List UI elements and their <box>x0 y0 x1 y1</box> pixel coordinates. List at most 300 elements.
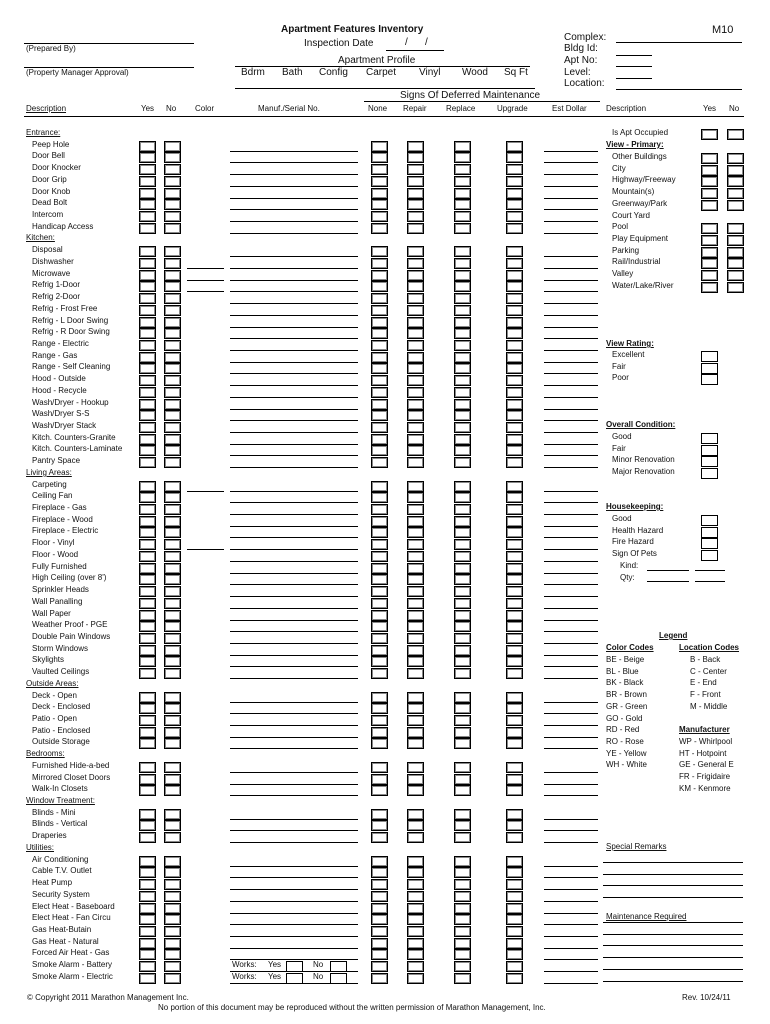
est-dollar-field[interactable] <box>544 327 598 328</box>
est-dollar-field[interactable] <box>544 467 598 468</box>
none-checkbox[interactable] <box>371 879 388 890</box>
none-checkbox[interactable] <box>371 621 388 632</box>
manuf-serial-field[interactable] <box>230 631 358 632</box>
none-checkbox[interactable] <box>371 774 388 785</box>
repair-checkbox[interactable] <box>407 481 424 492</box>
upgrade-checkbox[interactable] <box>506 504 523 515</box>
housekeeping-checkbox[interactable] <box>701 538 718 549</box>
replace-checkbox[interactable] <box>454 176 471 187</box>
upgrade-checkbox[interactable] <box>506 856 523 867</box>
manuf-serial-field[interactable] <box>230 233 358 234</box>
repair-checkbox[interactable] <box>407 903 424 914</box>
color-field[interactable] <box>187 280 224 281</box>
est-dollar-field[interactable] <box>544 338 598 339</box>
yes-checkbox[interactable] <box>139 727 156 738</box>
yes-checkbox[interactable] <box>139 516 156 527</box>
upgrade-checkbox[interactable] <box>506 621 523 632</box>
color-field[interactable] <box>187 291 224 292</box>
none-checkbox[interactable] <box>371 293 388 304</box>
est-dollar-field[interactable] <box>544 842 598 843</box>
repair-checkbox[interactable] <box>407 281 424 292</box>
est-dollar-field[interactable] <box>544 420 598 421</box>
manuf-serial-field[interactable] <box>230 362 358 363</box>
repair-checkbox[interactable] <box>407 668 424 679</box>
no-checkbox[interactable] <box>164 504 181 515</box>
view-yes-checkbox[interactable] <box>701 200 718 211</box>
color-field[interactable] <box>187 491 224 492</box>
replace-checkbox[interactable] <box>454 914 471 925</box>
remarks-line[interactable] <box>603 945 743 946</box>
repair-checkbox[interactable] <box>407 938 424 949</box>
upgrade-checkbox[interactable] <box>506 410 523 421</box>
upgrade-checkbox[interactable] <box>506 305 523 316</box>
none-checkbox[interactable] <box>371 457 388 468</box>
replace-checkbox[interactable] <box>454 832 471 843</box>
upgrade-checkbox[interactable] <box>506 223 523 234</box>
upgrade-checkbox[interactable] <box>506 891 523 902</box>
yes-checkbox[interactable] <box>139 832 156 843</box>
none-checkbox[interactable] <box>371 574 388 585</box>
qty-field[interactable] <box>647 581 689 582</box>
est-dollar-field[interactable] <box>544 913 598 914</box>
none-checkbox[interactable] <box>371 961 388 972</box>
no-checkbox[interactable] <box>164 281 181 292</box>
remarks-line[interactable] <box>603 897 743 898</box>
repair-checkbox[interactable] <box>407 352 424 363</box>
none-checkbox[interactable] <box>371 551 388 562</box>
manuf-serial-field[interactable] <box>230 784 358 785</box>
upgrade-checkbox[interactable] <box>506 762 523 773</box>
none-checkbox[interactable] <box>371 891 388 902</box>
upgrade-checkbox[interactable] <box>506 574 523 585</box>
est-dollar-field[interactable] <box>544 491 598 492</box>
no-checkbox[interactable] <box>164 352 181 363</box>
manuf-serial-field[interactable] <box>230 620 358 621</box>
manuf-serial-field[interactable] <box>230 432 358 433</box>
repair-checkbox[interactable] <box>407 246 424 257</box>
upgrade-checkbox[interactable] <box>506 211 523 222</box>
est-dollar-field[interactable] <box>544 584 598 585</box>
view-no-checkbox[interactable] <box>727 282 744 293</box>
repair-checkbox[interactable] <box>407 176 424 187</box>
repair-checkbox[interactable] <box>407 434 424 445</box>
replace-checkbox[interactable] <box>454 586 471 597</box>
est-dollar-field[interactable] <box>544 268 598 269</box>
est-dollar-field[interactable] <box>544 385 598 386</box>
replace-checkbox[interactable] <box>454 188 471 199</box>
est-dollar-field[interactable] <box>544 455 598 456</box>
no-checkbox[interactable] <box>164 199 181 210</box>
yes-checkbox[interactable] <box>139 375 156 386</box>
upgrade-checkbox[interactable] <box>506 141 523 152</box>
replace-checkbox[interactable] <box>454 820 471 831</box>
yes-checkbox[interactable] <box>139 610 156 621</box>
no-checkbox[interactable] <box>164 961 181 972</box>
works-no-checkbox[interactable] <box>330 973 347 984</box>
upgrade-checkbox[interactable] <box>506 317 523 328</box>
replace-checkbox[interactable] <box>454 434 471 445</box>
yes-checkbox[interactable] <box>139 809 156 820</box>
no-checkbox[interactable] <box>164 879 181 890</box>
manuf-serial-field[interactable] <box>230 830 358 831</box>
repair-checkbox[interactable] <box>407 574 424 585</box>
overall-condition-checkbox[interactable] <box>701 433 718 444</box>
no-checkbox[interactable] <box>164 481 181 492</box>
yes-checkbox[interactable] <box>139 867 156 878</box>
none-checkbox[interactable] <box>371 328 388 339</box>
est-dollar-field[interactable] <box>544 561 598 562</box>
upgrade-checkbox[interactable] <box>506 703 523 714</box>
yes-checkbox[interactable] <box>139 762 156 773</box>
no-checkbox[interactable] <box>164 516 181 527</box>
replace-checkbox[interactable] <box>454 211 471 222</box>
replace-checkbox[interactable] <box>454 621 471 632</box>
repair-checkbox[interactable] <box>407 774 424 785</box>
est-dollar-field[interactable] <box>544 901 598 902</box>
no-checkbox[interactable] <box>164 867 181 878</box>
overall-condition-checkbox[interactable] <box>701 456 718 467</box>
no-checkbox[interactable] <box>164 399 181 410</box>
yes-checkbox[interactable] <box>139 621 156 632</box>
view-yes-checkbox[interactable] <box>701 223 718 234</box>
upgrade-checkbox[interactable] <box>506 434 523 445</box>
none-checkbox[interactable] <box>371 867 388 878</box>
no-checkbox[interactable] <box>164 903 181 914</box>
yes-checkbox[interactable] <box>139 715 156 726</box>
no-checkbox[interactable] <box>164 738 181 749</box>
repair-checkbox[interactable] <box>407 610 424 621</box>
yes-checkbox[interactable] <box>139 246 156 257</box>
replace-checkbox[interactable] <box>454 352 471 363</box>
level-field[interactable] <box>616 78 652 79</box>
view-yes-checkbox[interactable] <box>701 153 718 164</box>
replace-checkbox[interactable] <box>454 539 471 550</box>
view-rating-checkbox[interactable] <box>701 363 718 374</box>
manuf-serial-field[interactable] <box>230 209 358 210</box>
upgrade-checkbox[interactable] <box>506 281 523 292</box>
repair-checkbox[interactable] <box>407 445 424 456</box>
repair-checkbox[interactable] <box>407 692 424 703</box>
repair-checkbox[interactable] <box>407 926 424 937</box>
none-checkbox[interactable] <box>371 258 388 269</box>
yes-checkbox[interactable] <box>139 973 156 984</box>
repair-checkbox[interactable] <box>407 891 424 902</box>
no-checkbox[interactable] <box>164 774 181 785</box>
est-dollar-field[interactable] <box>544 772 598 773</box>
view-yes-checkbox[interactable] <box>701 247 718 258</box>
no-checkbox[interactable] <box>164 692 181 703</box>
est-dollar-field[interactable] <box>544 303 598 304</box>
replace-checkbox[interactable] <box>454 856 471 867</box>
none-checkbox[interactable] <box>371 363 388 374</box>
manuf-serial-field[interactable] <box>230 315 358 316</box>
no-checkbox[interactable] <box>164 223 181 234</box>
yes-checkbox[interactable] <box>139 656 156 667</box>
none-checkbox[interactable] <box>371 270 388 281</box>
no-checkbox[interactable] <box>164 340 181 351</box>
upgrade-checkbox[interactable] <box>506 973 523 984</box>
manuf-serial-field[interactable] <box>230 936 358 937</box>
no-checkbox[interactable] <box>164 422 181 433</box>
no-checkbox[interactable] <box>164 551 181 562</box>
replace-checkbox[interactable] <box>454 551 471 562</box>
manuf-serial-field[interactable] <box>230 186 358 187</box>
no-checkbox[interactable] <box>164 258 181 269</box>
est-dollar-field[interactable] <box>544 948 598 949</box>
replace-checkbox[interactable] <box>454 223 471 234</box>
replace-checkbox[interactable] <box>454 715 471 726</box>
complex-field[interactable] <box>616 42 742 43</box>
replace-checkbox[interactable] <box>454 762 471 773</box>
upgrade-checkbox[interactable] <box>506 809 523 820</box>
yes-checkbox[interactable] <box>139 903 156 914</box>
upgrade-checkbox[interactable] <box>506 293 523 304</box>
replace-checkbox[interactable] <box>454 246 471 257</box>
view-no-checkbox[interactable] <box>727 258 744 269</box>
upgrade-checkbox[interactable] <box>506 961 523 972</box>
replace-checkbox[interactable] <box>454 938 471 949</box>
yes-checkbox[interactable] <box>139 141 156 152</box>
yes-checkbox[interactable] <box>139 633 156 644</box>
none-checkbox[interactable] <box>371 785 388 796</box>
est-dollar-field[interactable] <box>544 702 598 703</box>
replace-checkbox[interactable] <box>454 656 471 667</box>
works-no-checkbox[interactable] <box>330 961 347 972</box>
yes-checkbox[interactable] <box>139 645 156 656</box>
upgrade-checkbox[interactable] <box>506 645 523 656</box>
manuf-serial-field[interactable] <box>230 795 358 796</box>
none-checkbox[interactable] <box>371 399 388 410</box>
qty-field-2[interactable] <box>695 581 725 582</box>
upgrade-checkbox[interactable] <box>506 633 523 644</box>
no-checkbox[interactable] <box>164 270 181 281</box>
replace-checkbox[interactable] <box>454 328 471 339</box>
manuf-serial-field[interactable] <box>230 596 358 597</box>
replace-checkbox[interactable] <box>454 973 471 984</box>
replace-checkbox[interactable] <box>454 879 471 890</box>
est-dollar-field[interactable] <box>544 971 598 972</box>
manuf-serial-field[interactable] <box>230 772 358 773</box>
no-checkbox[interactable] <box>164 832 181 843</box>
manuf-serial-field[interactable] <box>230 573 358 574</box>
repair-checkbox[interactable] <box>407 363 424 374</box>
view-no-checkbox[interactable] <box>727 188 744 199</box>
yes-checkbox[interactable] <box>139 598 156 609</box>
replace-checkbox[interactable] <box>454 492 471 503</box>
none-checkbox[interactable] <box>371 176 388 187</box>
manuf-serial-field[interactable] <box>230 666 358 667</box>
manuf-serial-field[interactable] <box>230 514 358 515</box>
yes-checkbox[interactable] <box>139 961 156 972</box>
no-checkbox[interactable] <box>164 715 181 726</box>
yes-checkbox[interactable] <box>139 176 156 187</box>
est-dollar-field[interactable] <box>544 186 598 187</box>
no-checkbox[interactable] <box>164 762 181 773</box>
replace-checkbox[interactable] <box>454 258 471 269</box>
est-dollar-field[interactable] <box>544 983 598 984</box>
no-checkbox[interactable] <box>164 938 181 949</box>
manuf-serial-field[interactable] <box>230 737 358 738</box>
none-checkbox[interactable] <box>371 703 388 714</box>
est-dollar-field[interactable] <box>544 866 598 867</box>
replace-checkbox[interactable] <box>454 668 471 679</box>
none-checkbox[interactable] <box>371 422 388 433</box>
none-checkbox[interactable] <box>371 727 388 738</box>
repair-checkbox[interactable] <box>407 375 424 386</box>
manuf-serial-field[interactable] <box>230 338 358 339</box>
color-field[interactable] <box>187 268 224 269</box>
replace-checkbox[interactable] <box>454 317 471 328</box>
replace-checkbox[interactable] <box>454 504 471 515</box>
none-checkbox[interactable] <box>371 656 388 667</box>
repair-checkbox[interactable] <box>407 527 424 538</box>
manuf-serial-field[interactable] <box>230 713 358 714</box>
view-no-checkbox[interactable] <box>727 200 744 211</box>
upgrade-checkbox[interactable] <box>506 774 523 785</box>
none-checkbox[interactable] <box>371 738 388 749</box>
upgrade-checkbox[interactable] <box>506 668 523 679</box>
yes-checkbox[interactable] <box>139 188 156 199</box>
yes-checkbox[interactable] <box>139 340 156 351</box>
manuf-serial-field[interactable] <box>230 455 358 456</box>
manuf-serial-field[interactable] <box>230 198 358 199</box>
manuf-serial-field[interactable] <box>230 748 358 749</box>
upgrade-checkbox[interactable] <box>506 598 523 609</box>
est-dollar-field[interactable] <box>544 877 598 878</box>
manuf-serial-field[interactable] <box>230 268 358 269</box>
yes-checkbox[interactable] <box>139 270 156 281</box>
yes-checkbox[interactable] <box>139 328 156 339</box>
yes-checkbox[interactable] <box>139 387 156 398</box>
replace-checkbox[interactable] <box>454 949 471 960</box>
manuf-serial-field[interactable] <box>230 280 358 281</box>
est-dollar-field[interactable] <box>544 549 598 550</box>
remarks-line[interactable] <box>603 981 743 982</box>
manuf-serial-field[interactable] <box>230 725 358 726</box>
view-no-checkbox[interactable] <box>727 176 744 187</box>
no-checkbox[interactable] <box>164 891 181 902</box>
upgrade-checkbox[interactable] <box>506 610 523 621</box>
upgrade-checkbox[interactable] <box>506 656 523 667</box>
manuf-serial-field[interactable] <box>230 385 358 386</box>
upgrade-checkbox[interactable] <box>506 363 523 374</box>
yes-checkbox[interactable] <box>139 926 156 937</box>
replace-checkbox[interactable] <box>454 809 471 820</box>
manuf-serial-field[interactable] <box>230 549 358 550</box>
upgrade-checkbox[interactable] <box>506 164 523 175</box>
housekeeping-checkbox[interactable] <box>701 515 718 526</box>
yes-checkbox[interactable] <box>139 434 156 445</box>
manuf-serial-field[interactable] <box>230 877 358 878</box>
none-checkbox[interactable] <box>371 188 388 199</box>
manuf-serial-field[interactable] <box>230 913 358 914</box>
manuf-serial-field[interactable] <box>230 409 358 410</box>
manuf-serial-field[interactable] <box>230 608 358 609</box>
replace-checkbox[interactable] <box>454 727 471 738</box>
yes-checkbox[interactable] <box>139 352 156 363</box>
no-checkbox[interactable] <box>164 188 181 199</box>
yes-checkbox[interactable] <box>139 563 156 574</box>
remarks-line[interactable] <box>603 969 743 970</box>
none-checkbox[interactable] <box>371 317 388 328</box>
upgrade-checkbox[interactable] <box>506 387 523 398</box>
manuf-serial-field[interactable] <box>230 655 358 656</box>
none-checkbox[interactable] <box>371 246 388 257</box>
upgrade-checkbox[interactable] <box>506 246 523 257</box>
none-checkbox[interactable] <box>371 492 388 503</box>
none-checkbox[interactable] <box>371 832 388 843</box>
manuf-serial-field[interactable] <box>230 924 358 925</box>
no-checkbox[interactable] <box>164 610 181 621</box>
occupied-no-checkbox[interactable] <box>727 129 744 140</box>
no-checkbox[interactable] <box>164 164 181 175</box>
manuf-serial-field[interactable] <box>230 584 358 585</box>
repair-checkbox[interactable] <box>407 820 424 831</box>
est-dollar-field[interactable] <box>544 620 598 621</box>
view-no-checkbox[interactable] <box>727 235 744 246</box>
view-yes-checkbox[interactable] <box>701 258 718 269</box>
repair-checkbox[interactable] <box>407 270 424 281</box>
no-checkbox[interactable] <box>164 246 181 257</box>
no-checkbox[interactable] <box>164 317 181 328</box>
kind-field-2[interactable] <box>695 570 725 571</box>
yes-checkbox[interactable] <box>139 164 156 175</box>
upgrade-checkbox[interactable] <box>506 949 523 960</box>
remarks-line[interactable] <box>603 874 743 875</box>
upgrade-checkbox[interactable] <box>506 527 523 538</box>
est-dollar-field[interactable] <box>544 830 598 831</box>
repair-checkbox[interactable] <box>407 914 424 925</box>
none-checkbox[interactable] <box>371 481 388 492</box>
replace-checkbox[interactable] <box>454 867 471 878</box>
none-checkbox[interactable] <box>371 434 388 445</box>
est-dollar-field[interactable] <box>544 526 598 527</box>
none-checkbox[interactable] <box>371 820 388 831</box>
manuf-serial-field[interactable] <box>230 291 358 292</box>
manuf-serial-field[interactable] <box>230 502 358 503</box>
upgrade-checkbox[interactable] <box>506 715 523 726</box>
repair-checkbox[interactable] <box>407 832 424 843</box>
repair-checkbox[interactable] <box>407 973 424 984</box>
replace-checkbox[interactable] <box>454 141 471 152</box>
replace-checkbox[interactable] <box>454 774 471 785</box>
none-checkbox[interactable] <box>371 914 388 925</box>
no-checkbox[interactable] <box>164 492 181 503</box>
yes-checkbox[interactable] <box>139 703 156 714</box>
replace-checkbox[interactable] <box>454 926 471 937</box>
yes-checkbox[interactable] <box>139 668 156 679</box>
replace-checkbox[interactable] <box>454 703 471 714</box>
est-dollar-field[interactable] <box>544 514 598 515</box>
est-dollar-field[interactable] <box>544 737 598 738</box>
manuf-serial-field[interactable] <box>230 678 358 679</box>
yes-checkbox[interactable] <box>139 785 156 796</box>
replace-checkbox[interactable] <box>454 152 471 163</box>
manuf-serial-field[interactable] <box>230 221 358 222</box>
replace-checkbox[interactable] <box>454 891 471 902</box>
repair-checkbox[interactable] <box>407 785 424 796</box>
overall-condition-checkbox[interactable] <box>701 468 718 479</box>
est-dollar-field[interactable] <box>544 444 598 445</box>
replace-checkbox[interactable] <box>454 387 471 398</box>
no-checkbox[interactable] <box>164 563 181 574</box>
yes-checkbox[interactable] <box>139 586 156 597</box>
upgrade-checkbox[interactable] <box>506 445 523 456</box>
replace-checkbox[interactable] <box>454 738 471 749</box>
replace-checkbox[interactable] <box>454 410 471 421</box>
est-dollar-field[interactable] <box>544 936 598 937</box>
yes-checkbox[interactable] <box>139 856 156 867</box>
